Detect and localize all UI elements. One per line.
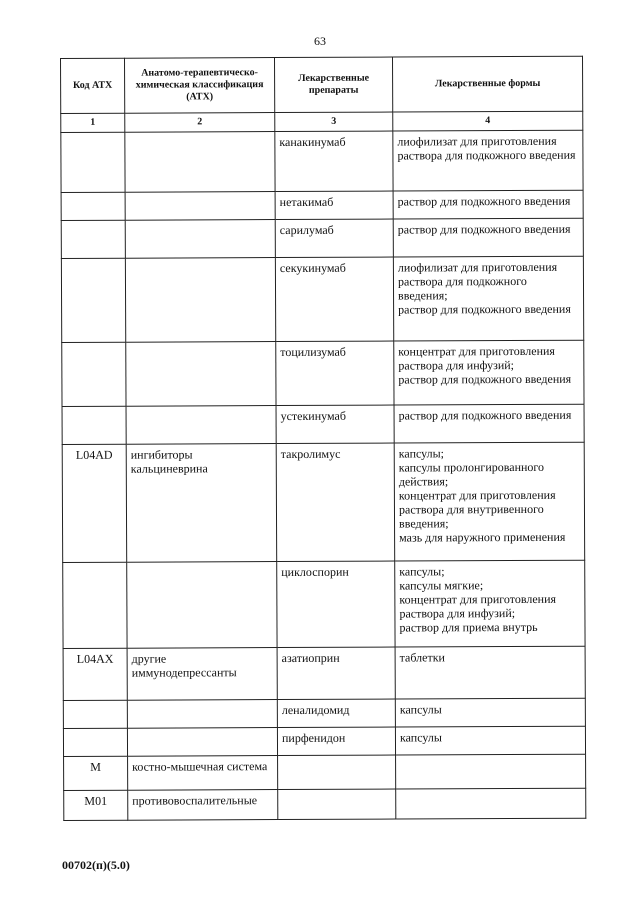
page-number: 63: [314, 34, 326, 48]
dosage-form-entry: капсулы;: [399, 564, 445, 579]
table-row: [61, 130, 583, 192]
atc-code-cell: [63, 700, 127, 728]
classification-cell: другие иммунодепрессанты: [127, 648, 277, 701]
dosage-forms-cell: [396, 754, 586, 789]
dosage-form-entry: раствор для подкожного введения: [397, 193, 571, 209]
classification-cell: костно-мышечная система: [128, 756, 278, 791]
atc-code-cell: [61, 220, 125, 258]
atc-code-cell: [62, 342, 126, 406]
classification-cell: [125, 132, 275, 193]
dosage-forms-cell: [395, 560, 585, 647]
column-number: 2: [125, 113, 275, 133]
drug-name-cell: тоцилизумаб: [276, 341, 394, 406]
dosage-form-entry: раствор для подкожного введения: [398, 407, 572, 423]
table-row: [61, 218, 583, 258]
drug-name-cell: устекинумаб: [276, 405, 394, 444]
dosage-forms-cell: [393, 218, 583, 257]
header-forms: Лекарственные формы: [392, 56, 582, 112]
drug-name-cell: [278, 789, 396, 820]
table-row: [62, 442, 585, 562]
classification-cell: [126, 342, 276, 407]
column-number-row: [61, 111, 583, 132]
dosage-form-entry: раствор для подкожного введения: [397, 221, 571, 237]
dosage-forms-cell: [396, 788, 586, 819]
drug-name-cell: секукинумаб: [275, 257, 393, 342]
table-container: [60, 56, 586, 821]
table-row: [63, 726, 585, 756]
dosage-form-entry: концентрат для приготовления раствора для инфузий;: [399, 591, 557, 621]
table-row: [61, 190, 583, 220]
dosage-forms-cell: [394, 404, 584, 443]
dosage-form-entry: капсулы пролонгированного действия;: [398, 459, 545, 489]
classification-cell: [127, 562, 277, 649]
column-number: 3: [275, 112, 393, 132]
drug-name-cell: [278, 755, 396, 790]
atc-code-cell: [61, 132, 125, 192]
header-atc-code: Код АТХ: [61, 58, 125, 113]
drug-name-cell: такролимус: [276, 443, 395, 562]
atc-code-cell: [61, 192, 125, 220]
header-drugs: Лекарственные препараты: [275, 57, 393, 113]
classification-cell: [125, 220, 275, 259]
header-row: [61, 56, 583, 113]
atc-code-cell: [61, 258, 125, 342]
column-number: 1: [61, 113, 125, 132]
dosage-forms-cell: [393, 190, 583, 219]
classification-cell: [127, 700, 277, 729]
table-row: [64, 754, 586, 790]
column-number: 4: [393, 111, 583, 131]
header-classification: Анатомо-терапевтическо-химическая классификация (АТХ): [125, 58, 275, 114]
drug-name-cell: сарилумаб: [275, 219, 393, 258]
atc-code-cell: [63, 562, 127, 648]
table-body: [61, 130, 586, 820]
dosage-form-entry: таблетки: [399, 650, 445, 665]
dosage-form-entry: капсулы: [399, 702, 442, 717]
atc-code-cell: [62, 406, 126, 444]
classification-cell: [125, 192, 275, 221]
dosage-forms-cell: [394, 340, 584, 405]
dosage-form-entry: концентрат для приготовления раствора для внутривенного введения;: [398, 487, 556, 531]
atc-code-cell: L04AX: [63, 648, 127, 700]
table-row: [62, 340, 584, 406]
table-row: [63, 646, 585, 700]
drug-name-cell: канакинумаб: [275, 131, 393, 192]
atc-code-cell: L04AD: [62, 444, 127, 562]
drug-table: [60, 56, 586, 821]
dosage-forms-cell: [395, 698, 585, 727]
atc-code-cell: M: [64, 756, 128, 790]
dosage-forms-cell: [395, 646, 585, 699]
dosage-form-entry: капсулы: [399, 730, 442, 745]
table-row: [64, 788, 586, 820]
table-row: [62, 404, 584, 444]
dosage-form-entry: раствор для подкожного введения: [398, 301, 571, 317]
atc-code-cell: M01: [64, 790, 128, 820]
atc-code-cell: [63, 728, 127, 756]
dosage-form-entry: лиофилизат для приготовления раствора для подкожного введения: [397, 133, 576, 163]
drug-name-cell: азатиоприн: [277, 647, 395, 700]
table-row: [63, 560, 585, 648]
drug-name-cell: пирфенидон: [277, 727, 395, 756]
classification-cell: противовоспалительные: [128, 790, 278, 821]
dosage-forms-cell: [393, 256, 583, 341]
dosage-forms-cell: [395, 726, 585, 755]
dosage-form-entry: капсулы;: [398, 446, 445, 461]
drug-name-cell: леналидомид: [277, 699, 395, 728]
dosage-form-entry: мазь для наружного применения: [399, 529, 566, 545]
dosage-forms-cell: [393, 130, 583, 191]
drug-name-cell: нетакимаб: [275, 191, 393, 220]
dosage-form-entry: лиофилизат для приготовления раствора для подкожного введения;: [397, 259, 558, 303]
dosage-form-entry: капсулы мягкие;: [399, 578, 484, 593]
classification-cell: ингибиторы кальциневрина: [126, 444, 277, 563]
table-row: [63, 698, 585, 728]
dosage-form-entry: раствор для подкожного введения: [398, 371, 572, 387]
drug-name-cell: циклоспорин: [277, 561, 395, 648]
table-row: [61, 256, 583, 342]
dosage-forms-cell: [394, 442, 585, 561]
classification-cell: [125, 258, 275, 343]
classification-cell: [126, 406, 276, 445]
dosage-form-entry: концентрат для приготовления раствора для инфузий;: [398, 343, 555, 373]
classification-cell: [127, 728, 277, 757]
dosage-form-entry: раствор для приема внутрь: [399, 619, 538, 635]
document-code: 00702(п)(5.0): [62, 858, 130, 872]
